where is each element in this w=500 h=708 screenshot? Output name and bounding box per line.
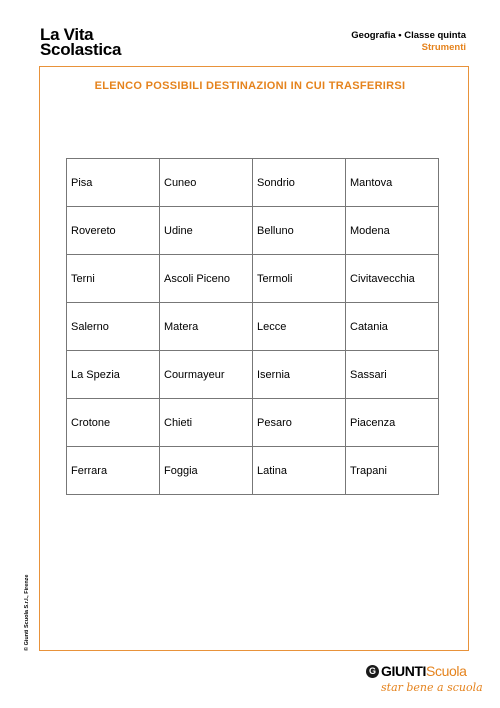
table-cell: La Spezia [67, 351, 160, 399]
table-cell: Rovereto [67, 207, 160, 255]
table-row [67, 255, 439, 303]
header-info [351, 29, 466, 54]
table-cell: Salerno [67, 303, 160, 351]
table-cell: Catania [346, 303, 439, 351]
table-cell: Pisa [67, 159, 160, 207]
subject-label: Geografia • Classe quinta [351, 30, 466, 41]
table-cell: Belluno [253, 207, 346, 255]
logo-line-1: La Vita [40, 25, 94, 44]
table-cell: Courmayeur [160, 351, 253, 399]
table-cell: Terni [67, 255, 160, 303]
table-cell: Pesaro [253, 399, 346, 447]
table-cell: Piacenza [346, 399, 439, 447]
publisher-name [381, 663, 466, 679]
table-cell: Matera [160, 303, 253, 351]
table-cell: Ferrara [67, 447, 160, 495]
table-cell: Mantova [346, 159, 439, 207]
publisher-name-part2: Scuola [426, 663, 467, 679]
table-cell: Civitavecchia [346, 255, 439, 303]
publisher-tagline: star bene a scuola [381, 681, 483, 694]
table-cell: Crotone [67, 399, 160, 447]
table-row [67, 303, 439, 351]
table-row [67, 351, 439, 399]
table-cell: Lecce [253, 303, 346, 351]
section-label: Strumenti [421, 42, 466, 53]
table-row [67, 207, 439, 255]
publisher-g-icon: G [366, 665, 379, 678]
logo-line-2: Scolastica [40, 40, 122, 59]
table-cell: Ascoli Piceno [160, 255, 253, 303]
table-cell: Cuneo [160, 159, 253, 207]
table-cell: Latina [253, 447, 346, 495]
table-cell: Sondrio [253, 159, 346, 207]
table-cell: Isernia [253, 351, 346, 399]
document-title: ELENCO POSSIBILI DESTINAZIONI IN CUI TRASFERIRSI [94, 80, 406, 92]
table-row [67, 447, 439, 495]
copyright-notice: © Giunti Scuola S.r.l., Firenze [24, 574, 30, 651]
table-row [67, 159, 439, 207]
table-cell: Modena [346, 207, 439, 255]
table-cell: Sassari [346, 351, 439, 399]
magazine-logo [40, 27, 121, 57]
table-cell: Chieti [160, 399, 253, 447]
table-cell: Udine [160, 207, 253, 255]
table-cell: Foggia [160, 447, 253, 495]
table-cell: Termoli [253, 255, 346, 303]
table-row [67, 399, 439, 447]
destinations-table [66, 158, 439, 495]
table-cell: Trapani [346, 447, 439, 495]
publisher-name-part1: GIUNTI [381, 663, 427, 679]
